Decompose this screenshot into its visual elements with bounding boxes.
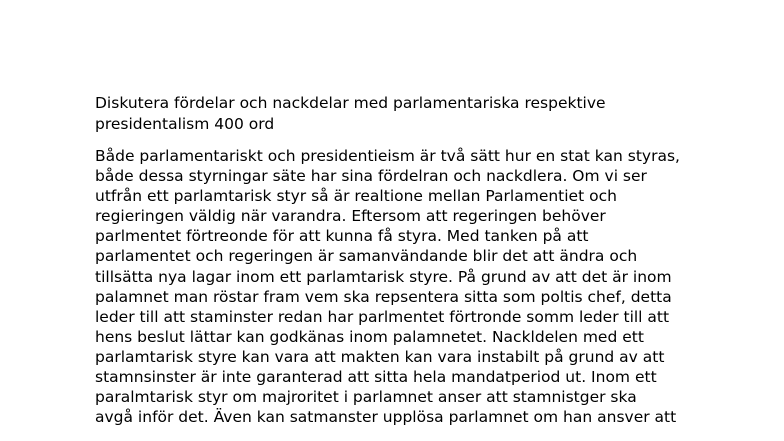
body-line: regieringen väldig när varandra. Eftersom att regeringen behöver (95, 207, 606, 226)
body-line: avgå inför det. Även kan satmanster upplösa parlamnet om han ansver att (95, 408, 677, 427)
body-line: stamnsinster är inte garanterad att sitta hela mandatperiod ut. Inom ett (95, 368, 657, 387)
document-title (95, 93, 606, 135)
title-line: presidentalism 400 ord (95, 115, 275, 133)
body-line: parlamentet och regeringen är samanvändande blir det att ändra och (95, 247, 638, 266)
body-line: Både parlamentariskt och presidentieism är två sätt hur en stat kan styras, (95, 147, 680, 165)
body-line: parlmentet förtreonde för att kunna få styra. Med tanken på att (95, 227, 589, 246)
title-line: Diskutera fördelar och nackdelar med parlamentariska respektive (95, 94, 606, 112)
body-line: palamnet man röstar fram vem ska repsentera sitta som poltis chef, detta (95, 287, 672, 306)
body-line: tillsätta nya lagar inom ett parlamtarisk styre. På grund av att det är inom (95, 267, 672, 286)
body-line: både dessa styrningar säte har sina fördelran och nackdlera. Om vi ser (95, 167, 647, 186)
body-line: parlamtarisk styre kan vara att makten kan vara instabilt på grund av att (95, 347, 665, 366)
body-line: utfrån ett parlamtarisk styr så är realtione mellan Parlamentiet och (95, 187, 617, 206)
body-line: paralmtarisk styr om majroritet i parlamnet anser att stamnistger ska (95, 388, 637, 407)
document-body (95, 146, 680, 427)
body-line: leder till att staminster redan har parlmentet förtronde somm leder till att (95, 307, 670, 326)
body-line: hens beslut lättar kan godkänas inom palamnetet. Nackldelen med ett (95, 327, 644, 346)
